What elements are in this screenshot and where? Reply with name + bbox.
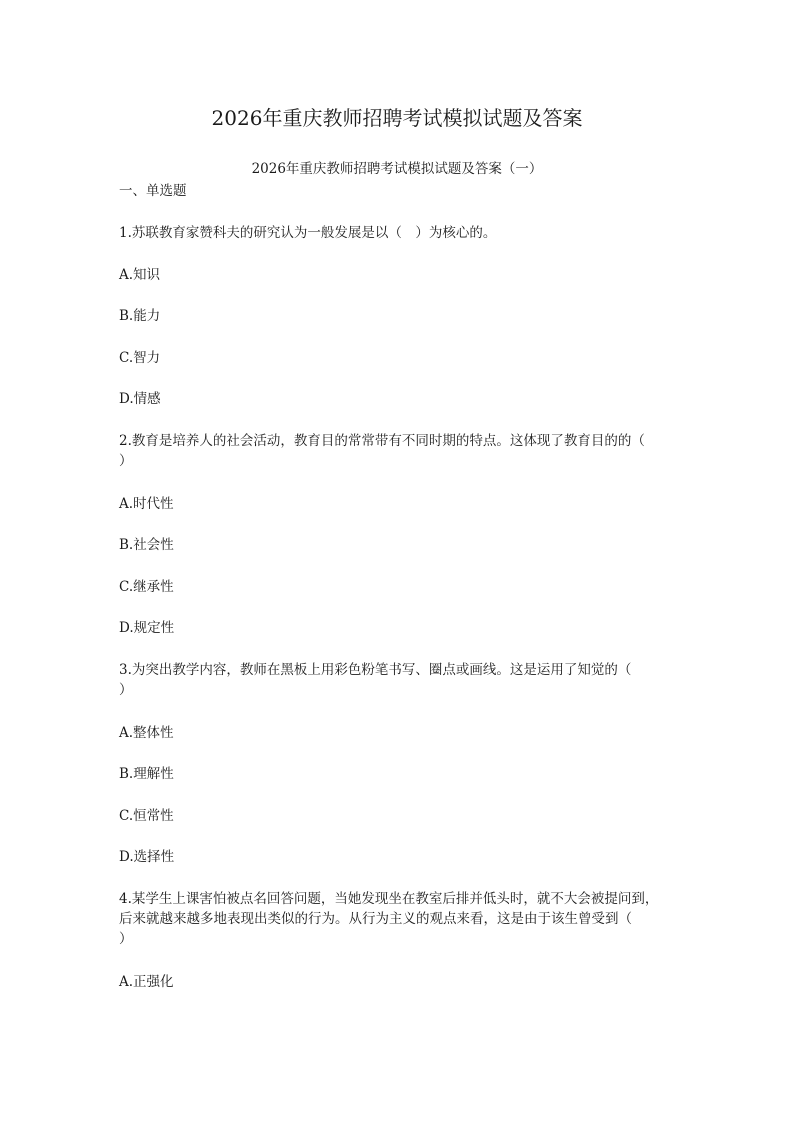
question-3-stem-line-1: 3.为突出教学内容，教师在黑板上用彩色粉笔书写、圈点或画线。这是运用了知觉的（	[119, 662, 632, 678]
section-heading: 一、单选题	[119, 183, 187, 199]
question-2-option-c: C.继承性	[119, 579, 174, 595]
question-4-stem-line-3: ）	[119, 931, 133, 947]
question-1-stem: 1.苏联教育家赞科夫的研究认为一般发展是以（ ）为核心的。	[119, 225, 497, 241]
question-2-option-d: D.规定性	[119, 620, 175, 636]
question-2-stem-line-2: ）	[119, 453, 133, 469]
question-1-option-c: C.智力	[119, 350, 161, 366]
question-3-option-d: D.选择性	[119, 849, 175, 865]
document-subtitle: 2026年重庆教师招聘考试模拟试题及答案（一）	[251, 161, 543, 177]
question-3-option-a: A.整体性	[119, 725, 174, 741]
question-2-stem-line-1: 2.教育是培养人的社会活动，教育目的常常带有不同时期的特点。这体现了教育目的的（	[119, 433, 645, 449]
question-2-option-b: B.社会性	[119, 537, 174, 553]
document-title: 2026年重庆教师招聘考试模拟试题及答案	[211, 106, 583, 130]
question-4-stem-line-2: 后来就越来越多地表现出类似的行为。从行为主义的观点来看，这是由于该生曾受到（	[119, 911, 632, 927]
question-2-option-a: A.时代性	[119, 496, 174, 512]
question-1-option-d: D.情感	[119, 391, 161, 407]
question-4-stem-line-1: 4.某学生上课害怕被点名回答问题，当她发现坐在教室后排并低头时，就不大会被提问到，	[119, 891, 659, 907]
question-4-option-a: A.正强化	[119, 974, 174, 990]
question-1-option-b: B.能力	[119, 308, 161, 324]
question-3-option-b: B.理解性	[119, 766, 174, 782]
question-3-option-c: C.恒常性	[119, 808, 174, 824]
question-1-option-a: A.知识	[119, 267, 161, 283]
question-3-stem-line-2: ）	[119, 682, 133, 698]
